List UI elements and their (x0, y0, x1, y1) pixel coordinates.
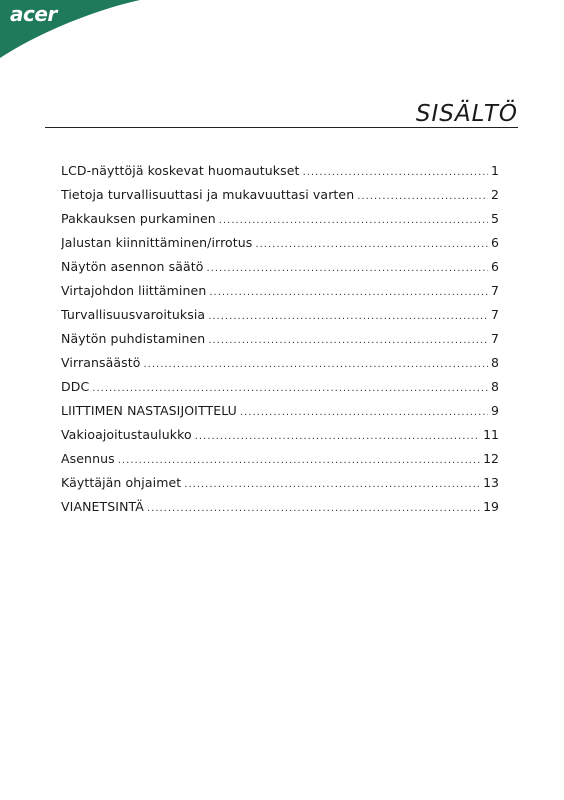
toc-entry-page: 19 (483, 499, 499, 514)
toc-dot-leader (208, 305, 488, 327)
toc-dot-leader (303, 161, 488, 183)
toc-dot-leader (195, 425, 480, 447)
toc-dot-leader (92, 377, 488, 399)
toc-entry-label: DDC (61, 379, 90, 394)
toc-entry-page: 8 (491, 355, 499, 370)
table-of-contents (61, 159, 499, 519)
toc-entry-page: 11 (483, 427, 499, 442)
toc-entry-page: 2 (491, 187, 499, 202)
toc-entry[interactable] (61, 279, 499, 303)
toc-entry-page: 12 (483, 451, 499, 466)
toc-dot-leader (147, 497, 480, 519)
toc-entry-page: 7 (491, 331, 499, 346)
toc-dot-leader (357, 185, 488, 207)
toc-entry[interactable] (61, 231, 499, 255)
toc-entry-page: 6 (491, 235, 499, 250)
toc-entry-label: LCD-näyttöjä koskevat huomautukset (61, 163, 300, 178)
toc-entry[interactable] (61, 351, 499, 375)
toc-entry-page: 5 (491, 211, 499, 226)
toc-entry-label: Käyttäjän ohjaimet (61, 475, 182, 490)
toc-entry[interactable] (61, 471, 499, 495)
acer-logo: acer (10, 2, 57, 26)
toc-entry-label: Jalustan kiinnittäminen/irrotus (61, 235, 253, 250)
toc-entry[interactable] (61, 159, 499, 183)
toc-entry[interactable] (61, 495, 499, 519)
toc-dot-leader (219, 209, 488, 231)
toc-dot-leader (118, 449, 480, 471)
toc-entry-label: Virtajohdon liittäminen (61, 283, 207, 298)
toc-entry-label: Virransäästö (61, 355, 141, 370)
toc-entry[interactable] (61, 447, 499, 471)
brand-corner (0, 0, 140, 60)
toc-dot-leader (143, 353, 488, 375)
toc-entry-page: 7 (491, 283, 499, 298)
toc-entry[interactable] (61, 207, 499, 231)
toc-entry-page: 6 (491, 259, 499, 274)
toc-entry-label: LIITTIMEN NASTASIJOITTELU (61, 403, 237, 418)
page-title: SISÄLTÖ (415, 101, 518, 127)
toc-dot-leader (207, 257, 489, 279)
toc-entry[interactable] (61, 423, 499, 447)
toc-entry-label: Pakkauksen purkaminen (61, 211, 216, 226)
toc-entry-page: 1 (491, 163, 499, 178)
toc-entry[interactable] (61, 399, 499, 423)
toc-entry[interactable] (61, 327, 499, 351)
toc-dot-leader (209, 281, 488, 303)
toc-entry-page: 13 (483, 475, 499, 490)
toc-entry-label: Näytön puhdistaminen (61, 331, 206, 346)
toc-entry-label: Vakioajoitustaulukko (61, 427, 192, 442)
toc-entry-label: VIANETSINTÄ (61, 499, 144, 514)
toc-entry[interactable] (61, 183, 499, 207)
toc-entry[interactable] (61, 303, 499, 327)
toc-entry-label: Asennus (61, 451, 115, 466)
title-divider (45, 127, 518, 128)
toc-entry[interactable] (61, 375, 499, 399)
toc-entry-page: 7 (491, 307, 499, 322)
toc-entry-label: Turvallisuusvaroituksia (61, 307, 206, 322)
toc-dot-leader (208, 329, 488, 351)
toc-dot-leader (255, 233, 488, 255)
toc-dot-leader (240, 401, 488, 423)
toc-entry-label: Tietoja turvallisuuttasi ja mukavuuttasi varten (61, 187, 355, 202)
toc-entry[interactable] (61, 255, 499, 279)
toc-entry-page: 9 (491, 403, 499, 418)
toc-entry-page: 8 (491, 379, 499, 394)
toc-dot-leader (184, 473, 480, 495)
toc-entry-label: Näytön asennon säätö (61, 259, 204, 274)
